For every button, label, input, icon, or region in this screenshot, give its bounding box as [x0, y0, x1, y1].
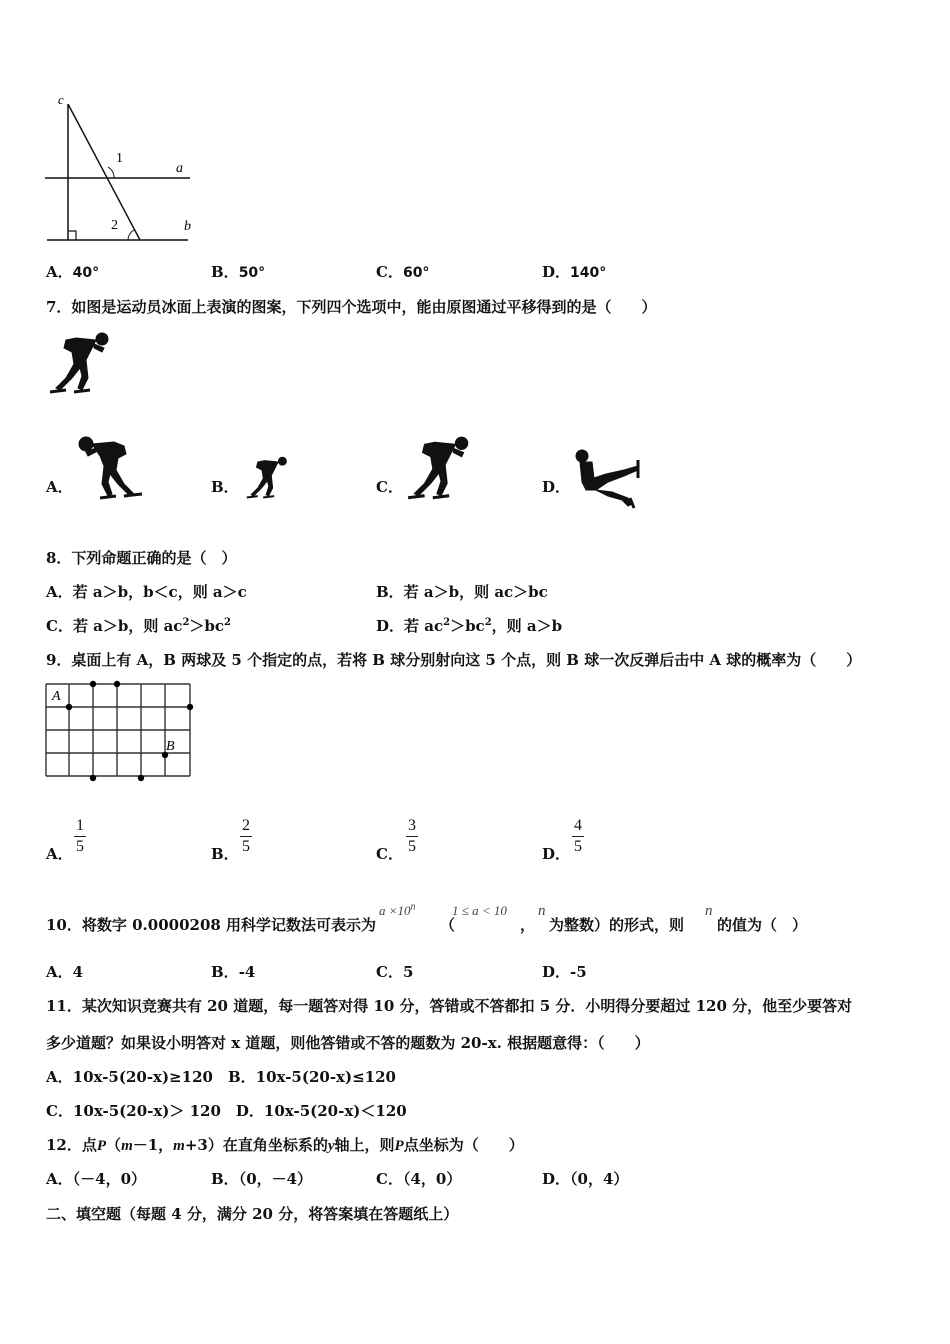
q6-option-c: C．60°: [376, 263, 430, 281]
q11-stem-line-2: 多少道题？如果设小明答对 x 道题，则他答错或不答的题数为 20-x. 根据题意得：（ ）: [46, 1034, 650, 1052]
q10-n-variable: n: [538, 903, 546, 919]
q8-stem: 8．下列命题正确的是（ ）: [46, 549, 237, 567]
q12-stem: 12．点P（m－1，m+3）在直角坐标系的y轴上，则P点坐标为（ ）: [46, 1136, 524, 1154]
q6-option-a: A．40°: [46, 263, 100, 281]
q10-paren-open: （: [440, 916, 456, 934]
ball-b-label: B: [166, 739, 175, 754]
skater-option-a: [76, 434, 146, 506]
q10-option-c: C．5: [376, 963, 414, 981]
q8-option-d: D．若 $ac^2>bc^2$，则 a＞b: [376, 617, 563, 635]
q6-option-b: B．50°: [211, 263, 266, 281]
q10-comma: ，: [520, 916, 536, 934]
skater-option-d: [572, 446, 646, 510]
q7-option-d: D．: [542, 478, 571, 496]
q12-option-a: A．（－4，0）: [46, 1170, 147, 1188]
q10-option-d: D．-5: [542, 963, 587, 981]
q10-n-variable-2: n: [705, 903, 713, 919]
skater-option-c: [404, 434, 476, 506]
skater-original: [46, 330, 116, 400]
label-c: c: [58, 92, 64, 107]
angle-2-label: 2: [111, 218, 118, 233]
q11-stem-line-1: 11．某次知识竞赛共有 20 道题，每一题答对得 10 分，答错或不答都扣 5 分．小明得分要超过 120 分，他至少要答对: [46, 997, 853, 1015]
q12-option-d: D．（0，4）: [542, 1170, 629, 1188]
label-a: a: [176, 161, 183, 176]
q9-option-a-fraction: 1 5: [76, 817, 84, 855]
q9-option-c-fraction: 3 5: [408, 817, 416, 855]
q9-stem: 9．桌面上有 A，B 两球及 5 个指定的点，若将 B 球分别射向这 5 个点，则 B 球一次反弹后击中 A 球的概率为（ ）: [46, 651, 862, 669]
q9-option-d-key: D．: [542, 845, 571, 863]
q7-stem: 7．如图是运动员冰面上表演的图案，下列四个选项中，能由原图通过平移得到的是（ ）: [46, 298, 657, 316]
q10-stem-end: 的值为（ ）: [717, 916, 808, 934]
skater-option-b: [244, 454, 292, 504]
label-b: b: [184, 219, 191, 234]
q9-option-a-key: A．: [46, 845, 73, 863]
q10-stem-start: 10．将数字 0.0000208 用科学记数法可表示为: [46, 916, 377, 934]
q10-condition: 1 ≤ a < 10: [452, 903, 507, 918]
ball-a-label: A: [52, 689, 61, 704]
q12-option-b: B．（0，－4）: [211, 1170, 313, 1188]
q7-option-b: B．: [211, 478, 239, 496]
q9-option-d-fraction: 4 5: [574, 817, 582, 855]
q8-option-c: C．若 a＞b，则 $ac^2>bc^2$: [46, 617, 232, 635]
q6-option-d: D．140°: [542, 263, 607, 281]
q11-options-cd: C．10x-5(20-x)＞ 120 D．10x-5(20-x)＜120: [46, 1102, 407, 1120]
parallel-lines-figure: [38, 92, 208, 247]
q9-option-b-fraction: 2 5: [242, 817, 250, 855]
q7-option-a: A．: [46, 478, 73, 496]
q10-formula: $a \times 10^n$: [379, 901, 416, 918]
q11-options-ab: A．10x-5(20-x)≥120 B．10x-5(20-x)≤120: [46, 1068, 396, 1086]
q9-option-c-key: C．: [376, 845, 403, 863]
q10-option-b: B．-4: [211, 963, 256, 981]
q7-option-c: C．: [376, 478, 403, 496]
q9-option-b-key: B．: [211, 845, 239, 863]
q12-option-c: C．（4，0）: [376, 1170, 462, 1188]
angle-1-label: 1: [116, 151, 123, 166]
q10-stem-middle: 为整数）的形式，则: [549, 916, 685, 934]
q10-option-a: A．4: [46, 963, 84, 981]
q8-option-b: B．若 a＞b，则 ac＞bc: [376, 583, 548, 601]
section-2-heading: 二、填空题（每题 4 分，满分 20 分，将答案填在答题纸上）: [46, 1205, 459, 1223]
q8-option-a: A．若 a＞b，b＜c，则 a＞c: [46, 583, 247, 601]
billiard-grid-figure: [44, 680, 196, 786]
